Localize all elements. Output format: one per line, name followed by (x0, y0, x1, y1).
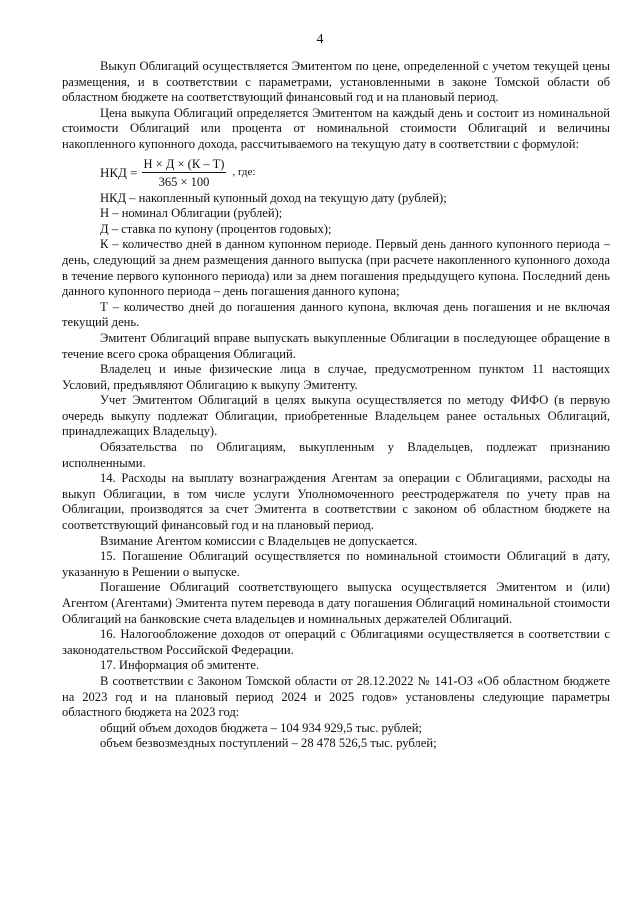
paragraph-15-redemption: 15. Погашение Облигаций осуществляется по номинальной стоимости Облигаций в дату, указанную в Решении о выпуске. (62, 549, 610, 579)
document-body (62, 59, 610, 752)
page-number: 4 (316, 32, 324, 47)
paragraph-reissue: Эмитент Облигаций вправе выпускать выкупленные Облигации в последующее обращение в течение всего срока обращения Облигаций. (62, 330, 610, 361)
definition-nominal: Н – номинал Облигации (рублей); (100, 206, 283, 221)
paragraph-no-commission: Взимание Агентом комиссии с Владельцев не допускается. (100, 533, 418, 548)
paragraph-14-expenses: 14. Расходы на выплату вознаграждения Агентам за операции с Облигациями, расходы на выкуп Облигации, в том числе услуги Уполномоченного реестродержателя по учету прав на Облигации, производятся за счет Эмитента в соответствии с законом об областном бюджете на соответствующий финансовый год и на плановый период. (62, 471, 610, 533)
paragraph-fifo: Учет Эмитентом Облигаций в целях выкупа осуществляется по методу ФИФО (в первую очередь выкупу подлежат Облигации, приобретенные Владельцем ранее остальных Облигаций, принадлежащих Владельцу). (62, 393, 610, 439)
paragraph-budget-law: В соответствии с Законом Томской области от 28.12.2022 № 141-ОЗ «Об областном бюджете на 2023 год и на плановый период 2024 и 2025 годов» установлены следующие параметры областного бюджета на 2023 год: (62, 673, 610, 720)
nkd-formula (100, 155, 610, 191)
paragraph-17-issuer-info: 17. Информация об эмитенте. (100, 658, 260, 673)
formula-denominator: 365 × 100 (158, 174, 210, 189)
definition-rate: Д – ставка по купону (процентов годовых); (100, 221, 332, 236)
paragraph-16-taxation: 16. Налогообложение доходов от операций с Облигациями осуществляется в соответствии с законодательством Российской Федерации. (62, 627, 610, 657)
budget-item-grants: объем безвозмездных поступлений – 28 478 526,5 тыс. рублей; (100, 736, 437, 751)
budget-item-revenue: общий объем доходов бюджета – 104 934 929,5 тыс. рублей; (100, 720, 423, 735)
paragraph-buyback-price: Выкуп Облигаций осуществляется Эмитентом по цене, определенной с учетом текущей цены размещения, и в соответствии с параметрами, установленными в законе Томской области об областном бюджете на соответствующий финансовый год и на плановый период. (62, 59, 610, 105)
definition-t: Т – количество дней до погашения данного купона, включая день погашения и не включая текущий день. (62, 299, 610, 330)
paragraph-price-definition: Цена выкупа Облигаций определяется Эмитентом на каждый день и состоит из номинальной стоимости Облигаций или процента от номинальной стоимости Облигаций и величины накопленного купонного дохода, рассчитываемого на текущую дату в соответствии с формулой: (62, 105, 610, 151)
paragraph-owner-present: Владелец и иные физические лица в случае, предусмотренном пунктом 11 настоящих Условий, предъявляют Облигацию к выкупу Эмитенту. (62, 362, 610, 392)
definition-k: К – количество дней в данном купонном периоде. Первый день данного купонного периода – день, следующий за днем размещения данного выпуска (при расчете накопленного купонного дохода в течение первого купонного периода) или за днем погашения предыдущего купона. Последний день данного купонного периода – день погашения данного купона; (62, 237, 610, 299)
formula-where: , где: (232, 165, 256, 178)
paragraph-obligations-fulfilled: Обязательства по Облигациям, выкупленным у Владельцев, подлежат признанию исполненными. (62, 440, 610, 470)
formula-fraction (142, 157, 227, 189)
formula-lhs: НКД = (100, 164, 138, 180)
paragraph-redemption-transfer: Погашение Облигаций соответствующего выпуска осуществляется Эмитентом и (или) Агентом (Агентами) Эмитента путем перевода в дату погашения Облигаций номинальной стоимости Облигаций на банковские счета владельцев и номинальных держателей Облигаций. (62, 580, 610, 626)
formula-numerator: Н × Д × (К – Т) (143, 156, 225, 171)
definition-nkd: НКД – накопленный купонный доход на текущую дату (рублей); (100, 190, 447, 205)
